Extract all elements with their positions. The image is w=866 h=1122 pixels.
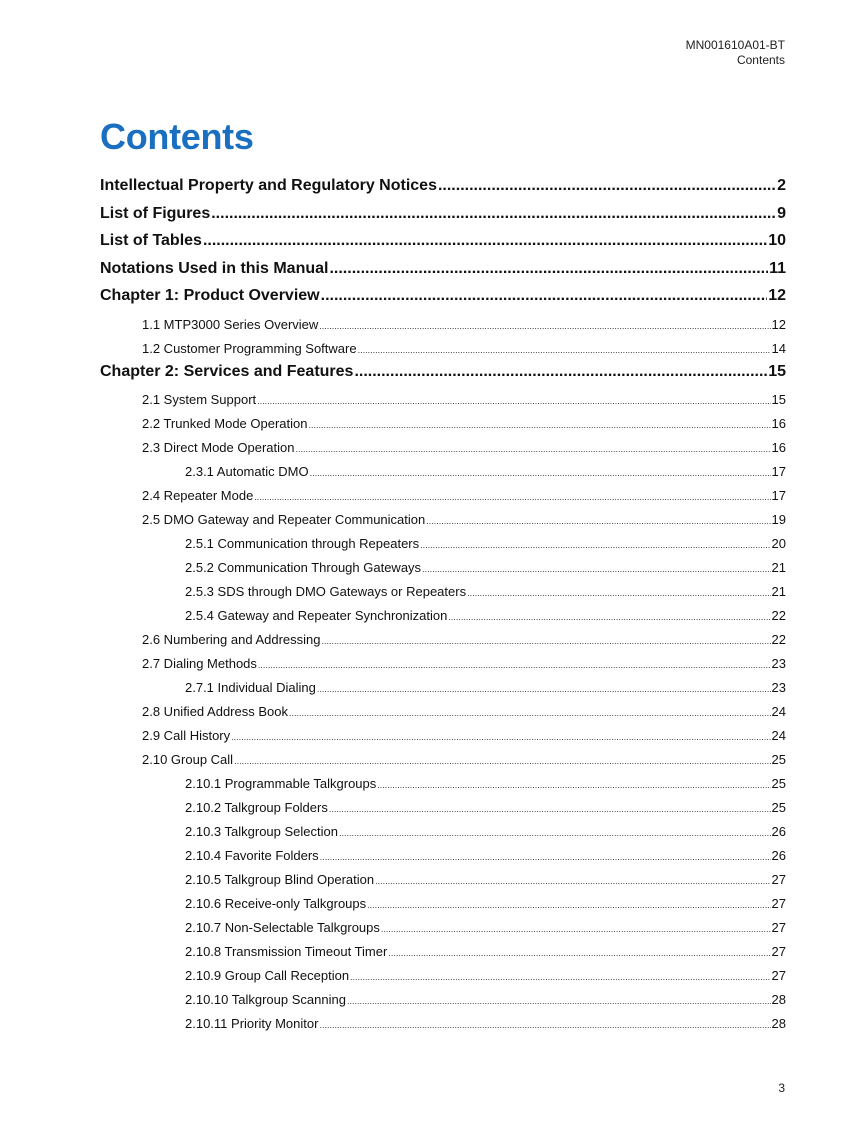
page-number: 3 xyxy=(778,1081,785,1095)
toc-section-link[interactable] xyxy=(100,436,786,460)
toc-chapter-link[interactable] xyxy=(100,361,786,389)
toc-entry-page: 22 xyxy=(771,632,786,647)
toc-chapter-link[interactable] xyxy=(100,203,786,231)
toc-dot-leader xyxy=(254,485,770,509)
toc-entry-label: List of Figures xyxy=(100,204,211,222)
toc-dot-leader xyxy=(317,677,771,701)
toc-dot-leader xyxy=(388,941,770,965)
toc-chapter-link[interactable] xyxy=(100,258,786,286)
toc-section-link[interactable] xyxy=(100,700,786,724)
toc-subsection-link[interactable] xyxy=(100,868,786,892)
toc-dot-leader xyxy=(231,725,770,749)
toc-entry-page: 20 xyxy=(771,536,786,551)
toc-dot-leader xyxy=(321,285,768,307)
toc-entry-label: 2.8 Unified Address Book xyxy=(142,704,288,719)
toc-dot-leader xyxy=(329,797,771,821)
toc-dot-leader xyxy=(289,701,771,725)
toc-entry-page: 15 xyxy=(768,362,786,380)
toc-subsection-link[interactable] xyxy=(100,460,786,484)
page-header xyxy=(686,38,785,68)
toc-dot-leader xyxy=(377,773,770,797)
toc-entry-label: 2.1 System Support xyxy=(142,392,257,407)
toc-entry-page: 17 xyxy=(771,488,786,503)
toc-subsection-link[interactable] xyxy=(100,580,786,604)
toc-dot-leader xyxy=(295,437,770,461)
toc-entry-label: 2.10.7 Non-Selectable Talkgroups xyxy=(185,920,380,935)
toc-entry-label: List of Tables xyxy=(100,232,202,249)
toc-entry-page: 24 xyxy=(771,704,786,719)
toc-subsection-link[interactable] xyxy=(100,940,786,964)
toc-subsection-link[interactable] xyxy=(100,916,786,940)
toc-subsection-link[interactable] xyxy=(100,676,786,700)
toc-entry-label: 2.6 Numbering and Addressing xyxy=(142,632,321,647)
toc-section-link[interactable] xyxy=(100,484,786,508)
toc-dot-leader xyxy=(426,509,770,533)
toc-entry-page: 14 xyxy=(771,340,786,356)
toc-chapter-link[interactable] xyxy=(100,285,786,313)
toc-entry-label: 2.10.3 Talkgroup Selection xyxy=(185,824,338,839)
toc-chapter-link[interactable] xyxy=(100,230,786,258)
toc-entry-label: 2.10.10 Talkgroup Scanning xyxy=(185,992,346,1007)
toc-entry-page: 28 xyxy=(771,992,786,1007)
page-title: Contents xyxy=(100,116,254,157)
toc-dot-leader xyxy=(354,361,767,383)
toc-dot-leader xyxy=(422,557,770,581)
toc-entry-page: 26 xyxy=(771,848,786,863)
toc-entry-label: 2.7 Dialing Methods xyxy=(142,656,257,671)
toc-dot-leader xyxy=(319,1013,770,1037)
toc-subsection-link[interactable] xyxy=(100,556,786,580)
toc-entry-label: 2.5.3 SDS through DMO Gateways or Repeaters xyxy=(185,584,467,599)
toc-subsection-link[interactable] xyxy=(100,532,786,556)
toc-entry-page: 16 xyxy=(771,440,786,455)
toc-entry-page: 25 xyxy=(771,800,786,815)
toc-entry-page: 25 xyxy=(771,752,786,767)
toc-section-link[interactable] xyxy=(100,412,786,436)
toc-section-link[interactable] xyxy=(100,748,786,772)
toc-entry-page: 10 xyxy=(768,232,786,249)
toc-entry-page: 25 xyxy=(771,776,786,791)
document-id: MN001610A01-BT xyxy=(685,38,785,52)
toc-entry-page: 23 xyxy=(771,680,786,695)
toc-dot-leader xyxy=(381,917,771,941)
toc-dot-leader xyxy=(329,258,768,280)
toc-entry-label: 1.2 Customer Programming Software xyxy=(142,340,357,356)
toc-entry-page: 27 xyxy=(771,920,786,935)
toc-subsection-link[interactable] xyxy=(100,604,786,628)
toc-entry-label: 2.10.9 Group Call Reception xyxy=(185,968,350,983)
toc-entry-page: 22 xyxy=(771,608,786,623)
toc-entry-page: 12 xyxy=(768,287,786,304)
toc-entry-label: 2.10.5 Talkgroup Blind Operation xyxy=(185,872,375,887)
toc-entry-label: 2.9 Call History xyxy=(142,728,231,743)
toc-dot-leader xyxy=(448,605,770,629)
table-of-contents xyxy=(100,175,786,1036)
toc-entry-label: Intellectual Property and Regulatory Notices xyxy=(100,177,437,194)
toc-entry-label: 2.5.2 Communication Through Gateways xyxy=(185,560,422,575)
toc-entry-page: 27 xyxy=(771,896,786,911)
header-section-name: Contents xyxy=(736,53,785,67)
toc-dot-leader xyxy=(375,869,770,893)
toc-entry-label: 2.10.1 Programmable Talkgroups xyxy=(185,776,377,791)
toc-entry-label: 2.5 DMO Gateway and Repeater Communication xyxy=(142,512,426,527)
toc-section-link[interactable] xyxy=(100,508,786,532)
toc-entry-page: 17 xyxy=(771,464,786,479)
toc-subsection-link[interactable] xyxy=(100,796,786,820)
toc-dot-leader xyxy=(203,230,767,252)
toc-dot-leader xyxy=(258,653,771,677)
toc-section-link[interactable] xyxy=(100,724,786,748)
toc-entry-page: 28 xyxy=(771,1016,786,1031)
toc-entry-label: 1.1 MTP3000 Series Overview xyxy=(142,316,319,332)
toc-entry-label: Chapter 2: Services and Features xyxy=(100,362,354,380)
toc-entry-page: 21 xyxy=(771,584,786,599)
toc-subsection-link[interactable] xyxy=(100,844,786,868)
toc-entry-label: 2.3.1 Automatic DMO xyxy=(185,464,309,479)
toc-section-link[interactable] xyxy=(100,652,786,676)
toc-entry-label: 2.10.2 Talkgroup Folders xyxy=(185,800,328,815)
toc-section-link[interactable] xyxy=(100,313,786,337)
toc-entry-label: 2.10.11 Priority Monitor xyxy=(185,1016,319,1031)
toc-dot-leader xyxy=(420,533,770,557)
toc-subsection-link[interactable] xyxy=(100,892,786,916)
toc-entry-label: Chapter 1: Product Overview xyxy=(100,287,320,304)
toc-dot-leader xyxy=(438,175,776,197)
toc-entry-label: 2.2 Trunked Mode Operation xyxy=(142,416,308,431)
toc-entry-page: 27 xyxy=(771,872,786,887)
toc-entry-page: 9 xyxy=(777,204,786,222)
toc-entry-page: 16 xyxy=(771,416,786,431)
toc-entry-label: 2.10 Group Call xyxy=(142,752,234,767)
toc-dot-leader xyxy=(310,461,771,485)
toc-entry-label: Notations Used in this Manual xyxy=(100,259,329,277)
toc-dot-leader xyxy=(309,413,771,437)
toc-entry-label: 2.7.1 Individual Dialing xyxy=(185,680,316,695)
toc-dot-leader xyxy=(234,749,770,773)
toc-dot-leader xyxy=(467,581,770,605)
toc-entry-page: 27 xyxy=(771,944,786,959)
toc-entry-label: 2.5.1 Communication through Repeaters xyxy=(185,536,420,551)
toc-entry-page: 21 xyxy=(771,560,786,575)
toc-dot-leader xyxy=(358,338,771,362)
toc-subsection-link[interactable] xyxy=(100,964,786,988)
toc-dot-leader xyxy=(320,845,771,869)
toc-subsection-link[interactable] xyxy=(100,988,786,1012)
toc-entry-label: 2.10.6 Receive-only Talkgroups xyxy=(185,896,367,911)
toc-entry-page: 27 xyxy=(771,968,786,983)
toc-dot-leader xyxy=(322,629,771,653)
toc-section-link[interactable] xyxy=(100,628,786,652)
toc-entry-page: 23 xyxy=(771,656,786,671)
toc-dot-leader xyxy=(347,989,771,1013)
toc-dot-leader xyxy=(211,203,776,225)
toc-entry-page: 15 xyxy=(771,392,786,407)
toc-entry-label: 2.5.4 Gateway and Repeater Synchronization xyxy=(185,608,448,623)
toc-entry-page: 19 xyxy=(771,512,786,527)
toc-entry-page: 2 xyxy=(777,177,786,194)
toc-dot-leader xyxy=(319,314,770,338)
toc-entry-page: 24 xyxy=(771,728,786,743)
toc-entry-page: 11 xyxy=(769,259,786,277)
toc-entry-label: 2.10.4 Favorite Folders xyxy=(185,848,319,863)
toc-entry-label: 2.10.8 Transmission Timeout Timer xyxy=(185,944,388,959)
toc-subsection-link[interactable] xyxy=(100,772,786,796)
toc-subsection-link[interactable] xyxy=(100,820,786,844)
toc-entry-label: 2.4 Repeater Mode xyxy=(142,488,254,503)
toc-entry-page: 26 xyxy=(771,824,786,839)
toc-entry-label: 2.3 Direct Mode Operation xyxy=(142,440,295,455)
toc-dot-leader xyxy=(339,821,771,845)
toc-dot-leader xyxy=(257,389,770,413)
toc-dot-leader xyxy=(367,893,770,917)
toc-section-link[interactable] xyxy=(100,388,786,412)
toc-dot-leader xyxy=(350,965,770,989)
toc-subsection-link[interactable] xyxy=(100,1012,786,1036)
toc-section-link[interactable] xyxy=(100,337,786,361)
toc-entry-page: 12 xyxy=(771,316,786,332)
toc-chapter-link[interactable] xyxy=(100,175,786,203)
